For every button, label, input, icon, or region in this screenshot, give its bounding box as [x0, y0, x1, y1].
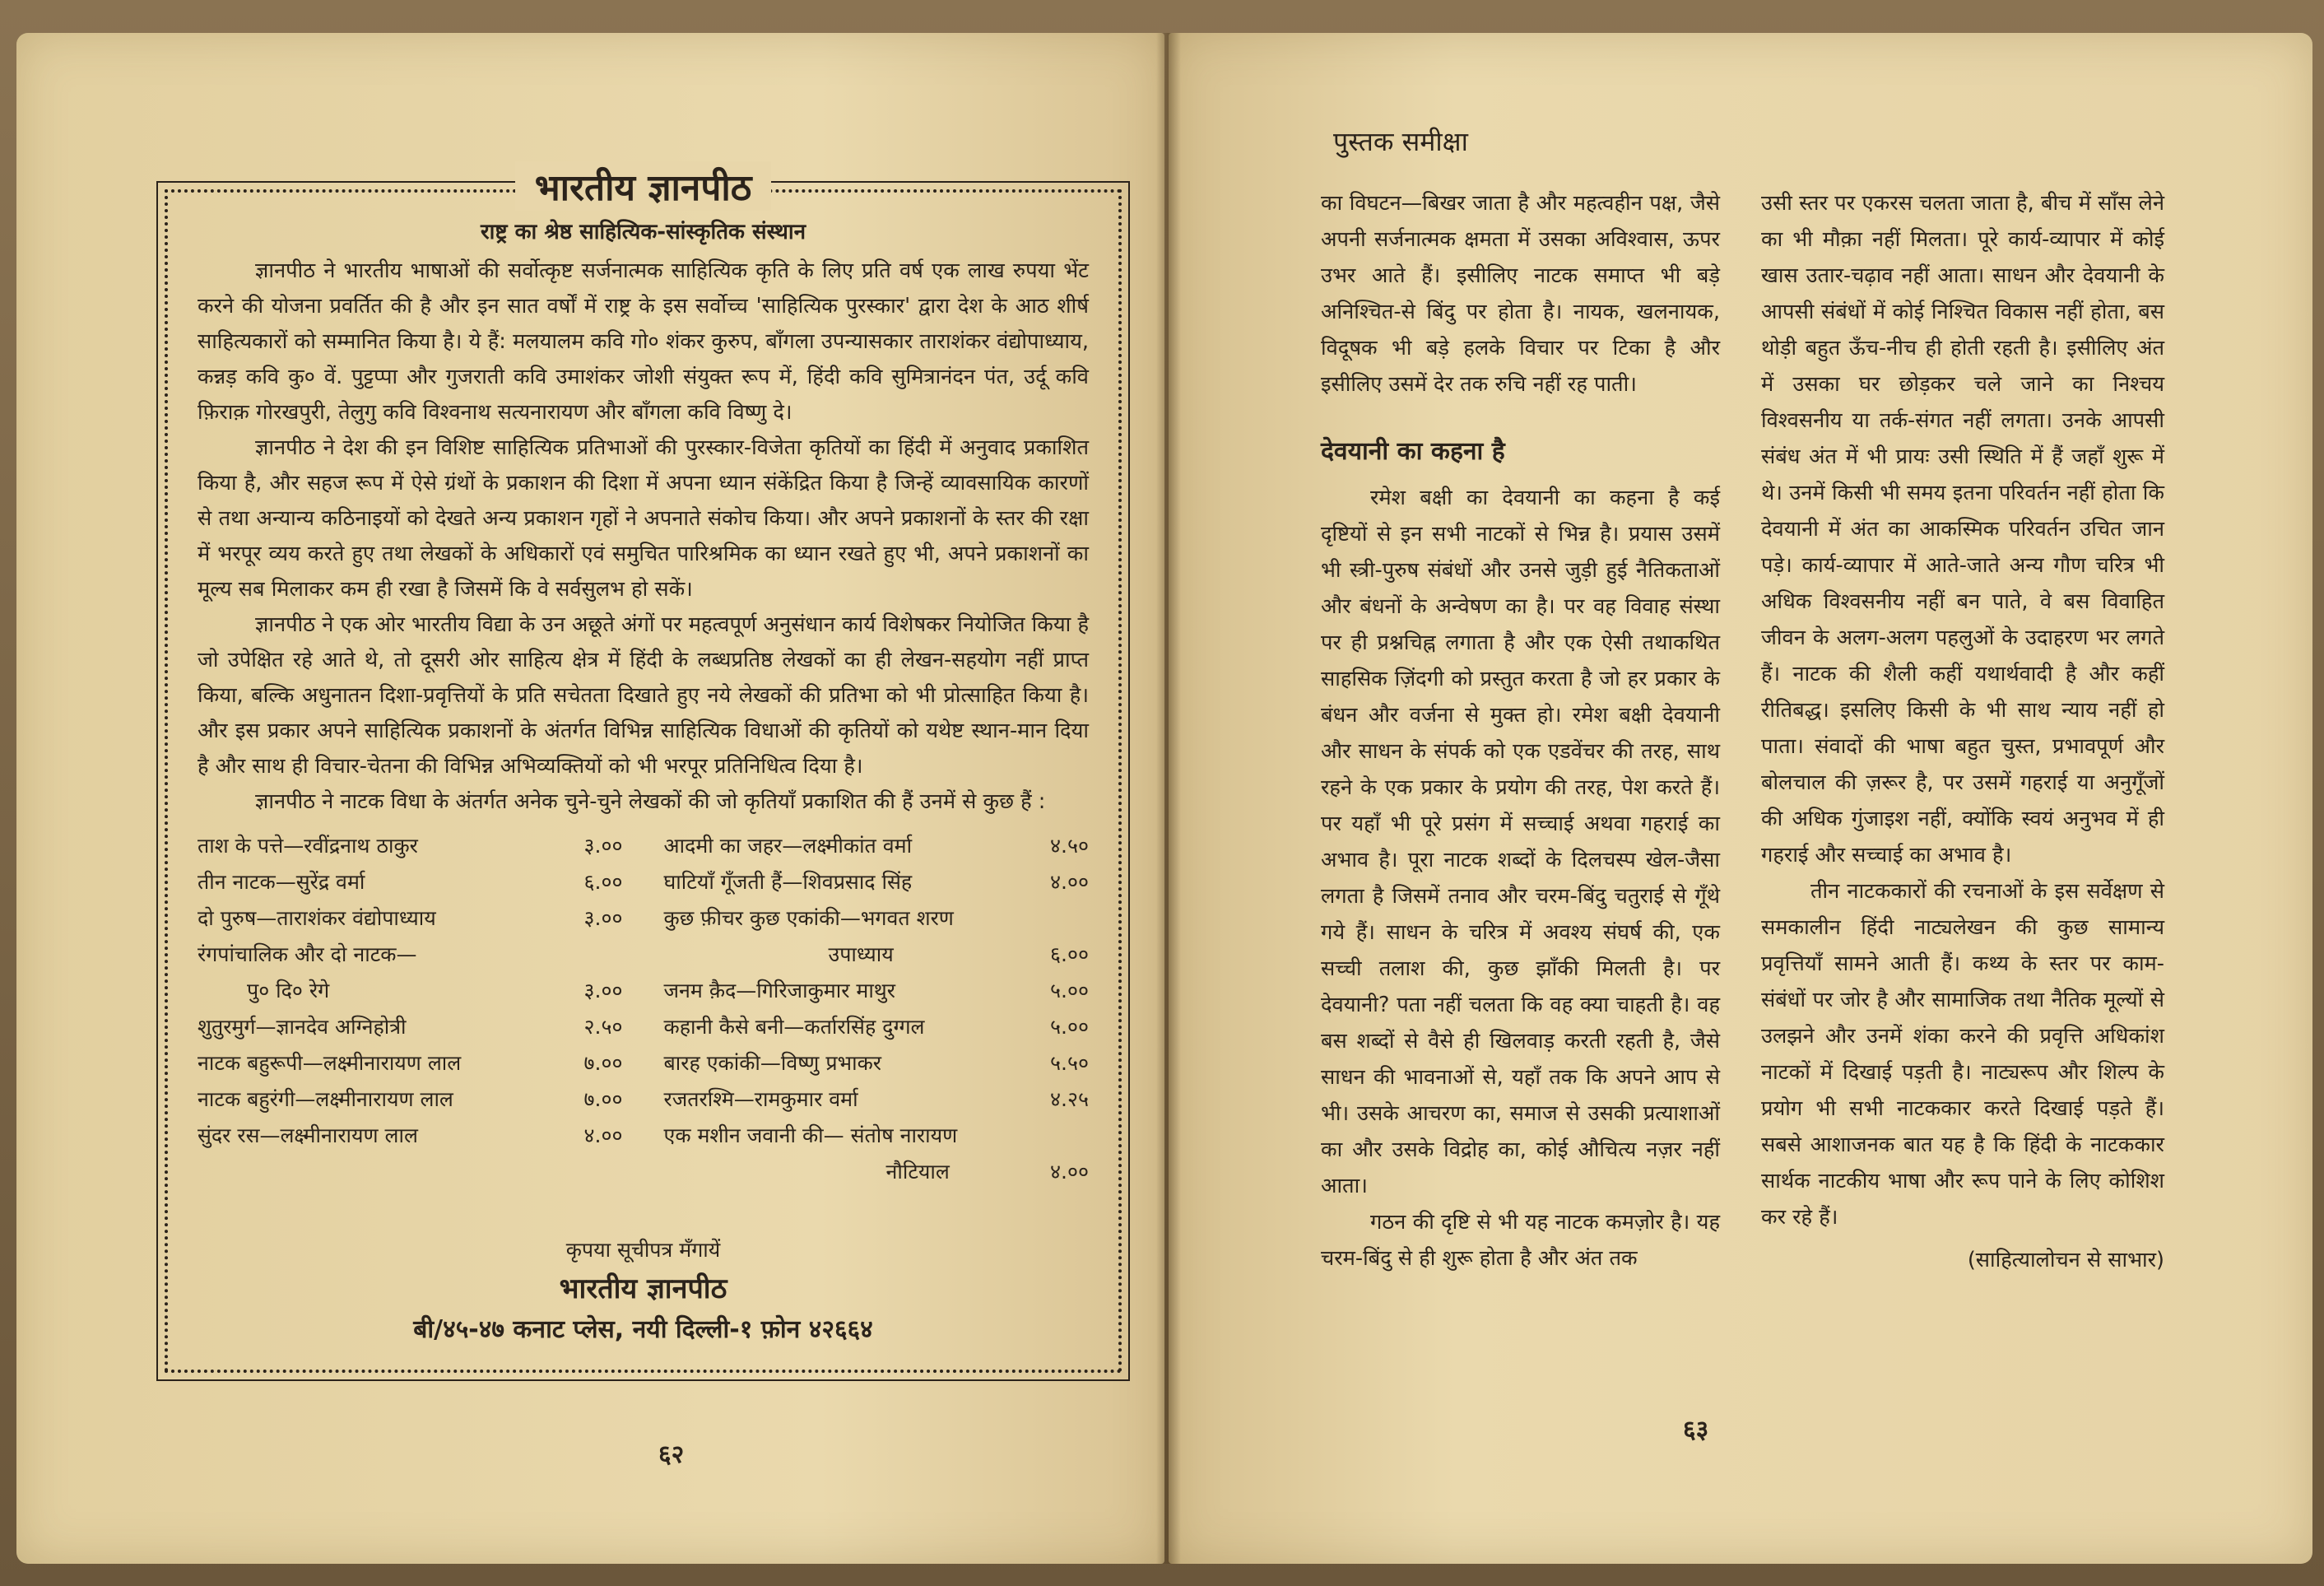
book-entry: नाटक बहुरंगी—लक्ष्मीनारायण लाल ७.०० [198, 1087, 623, 1111]
body-paragraph: तीन नाटककारों की रचनाओं के इस सर्वेक्षण से समकालीन हिंदी नाट्यलेखन की कुछ सामान्य प्रवृत्तियाँ सामने आती हैं। कथ्य के स्तर पर काम-संबंधों पर जोर है और सामाजिक तथा नैतिक मूल्यों से उलझने और उनमें शंका करने की प्रवृत्ति अधिकांश नाटकों में दिखाई पड़ती है। नाट्यरूप और शिल्प के प्रयोग भी सभी नाटककार करते दिखाई पड़ते हैं। सबसे आशाजनक बात यह है कि हिंदी के नाटककार सार्थक नाटकीय भाषा और रूप पाने के लिए कोशिश कर रहे हैं। [1761, 879, 2164, 1230]
publisher-address: बी/४५-४७ कनाट प्लेस, नयी दिल्ली-१ फ़ोन ४२६६४ [413, 1315, 873, 1344]
book-entry: शुतुरमुर्ग—ज्ञानदेव अग्निहोत्री २.५० [198, 1015, 623, 1039]
publisher-name: भारतीय ज्ञानपीठ [559, 1272, 727, 1305]
book-entry: एक मशीन जवानी की— संतोष नारायण [663, 1123, 958, 1147]
body-paragraph: उसी स्तर पर एकरस चलता जाता है, बीच में साँस लेने का भी मौक़ा नहीं मिलता। पूरे कार्य-व्यापार में कोई खास उतार-चढ़ाव नहीं आता। साधन और देवयानी के आपसी संबंधों में कोई निश्चित विकास नहीं होता, बस थोड़ी बहुत ऊँच-नीच ही होती रहती है। इसीलिए अंत में उसका घर छोड़कर चले जाने का निश्चय विश्वसनीय या तर्क-संगत नहीं लगता। उनके आपसी संबंध अंत में भी प्रायः उसी स्थिति में हैं जहाँ शुरू में थे। उनमें किसी भी समय इतना परिवर्तन नहीं होता कि देवयानी में अंत का आकस्मिक परिवर्तन उचित जान पड़े। कार्य-व्यापार में आते-जाते अन्य गौण चरित्र भी अधिक विश्वसनीय नहीं बन पाते, वे बस विवाहित जीवन के अलग-अलग पहलुओं के उदाहरण भर लगते हैं। नाटक की शैली कहीं यथार्थवादी है और कहीं रीतिबद्ध। इसलिए किसी के भी साथ न्याय नहीं हो पाता। संवादों की भाषा बहुत चुस्त, प्रभावपूर्ण और बोलचाल की ज़रूर है, पर उसमें गहराई या अनुगूँजों की अधिक गुंजाइश नहीं, क्योंकि स्वयं अनुभव में ही गहराई और सच्चाई का अभाव है। [1761, 191, 2164, 867]
book-list-column-2 [664, 828, 1090, 1190]
ad-title: भारतीय ज्ञानपीठ [515, 161, 772, 211]
ad-subtitle: राष्ट्र का श्रेष्ठ साहित्यिक-सांस्कृतिक संस्थान [480, 220, 806, 244]
section-heading: देवयानी का कहना है [1321, 437, 1505, 466]
book-entry: कहानी कैसे बनी—कर्तारसिंह दुग्गल ५.०० [663, 1015, 1089, 1039]
book-entry: रजतरश्मि—रामकुमार वर्मा ४.२५ [663, 1087, 1089, 1111]
page-number-right: ६३ [1683, 1416, 1709, 1444]
ad-paragraph: ज्ञानपीठ ने एक ओर भारतीय विद्या के उन अछूते अंगों पर महत्वपूर्ण अनुसंधान कार्य विशेषकर नियोजित किया है जो उपेक्षित रहे आते थे, तो दूसरी ओर साहित्य क्षेत्र में हिंदी के लब्धप्रतिष्ठ लेखकों का ही लेखन-सहयोग नहीं प्राप्त किया, बल्कि अधुनातन दिशा-प्रवृत्तियों के प्रति सचेतता दिखाते हुए नये लेखकों की प्रतिभा को भी प्रोत्साहित किया है। और इस प्रकार अपने साहित्यिक प्रकाशनों के अंतर्गत विभिन्न साहित्यिक विधाओं की कृतियों को यथेष्ट स्थान-मान दिया है और साथ ही विचार-चेतना की विभिन्न अभिव्यक्तियों को भी भरपूर प्रतिनिधित्व दिया है। [198, 612, 1089, 779]
ad-paragraph: ज्ञानपीठ ने भारतीय भाषाओं की सर्वोत्कृष्ट सर्जनात्मक साहित्यिक कृति के लिए प्रति वर्ष एक लाख रुपया भेंट करने की योजना प्रवर्तित की है और इन सात वर्षों में राष्ट्र के इस सर्वोच्च 'साहित्यिक पुरस्कार' द्वारा देश के आठ शीर्ष साहित्यकारों को सम्मानित किया है। ये हैं: मलयालम कवि गो० शंकर कुरुप, बाँगला उपन्यासकार ताराशंकर वंद्योपाध्याय, कन्नड़ कवि कु० वें. पुट्टप्पा और गुजराती कवि उमाशंकर जोशी संयुक्त रूप में, हिंदी कवि सुमित्रानंदन पंत, उर्दू कवि फ़िराक़ गोरखपुरी, तेलुगु कवि विश्वनाथ सत्यनारायण और बाँगला कवि विष्णु दे। [198, 258, 1089, 425]
source-credit: (साहित्यालोचन से साभार) [1967, 1248, 2164, 1272]
running-head: पुस्तक समीक्षा [1333, 126, 1468, 157]
book-entry: सुंदर रस—लक्ष्मीनारायण लाल ४.०० [198, 1123, 623, 1147]
ad-footer [168, 1235, 1118, 1345]
book-entry: पु० दि० रेगे ३.०० [247, 979, 623, 1002]
right-column-2 [1761, 185, 2164, 1278]
right-column-1 [1321, 185, 1720, 1277]
advertisement-box [165, 167, 1122, 1373]
book-entry: रंगपांचालिक और दो नाटक— [198, 942, 417, 966]
book-entry: दो पुरुष—ताराशंकर वंद्योपाध्याय ३.०० [198, 906, 623, 930]
book-entry: उपाध्याय ६.०० [828, 942, 1089, 966]
body-paragraph: रमेश बक्षी का देवयानी का कहना है कई दृष्टियों से इन सभी नाटकों से भिन्न है। प्रयास उसमें भी स्त्री-पुरुष संबंधों और उनसे जुड़ी हुई नैतिकताओं और बंधनों के अन्वेषण का है। पर वह विवाह संस्था पर ही प्रश्नचिह्न लगाता है और एक ऐसी तथाकथित साहसिक ज़िंदगी को प्रस्तुत करता है जो हर प्रकार के बंधन और वर्जना से मुक्त हो। रमेश बक्षी देवयानी और साधन के संपर्क को एक एडवेंचर की तरह, साथ रहने के एक प्रकार के प्रयोग की तरह, पेश करते हैं। पर यहाँ भी पूरे प्रसंग में सच्चाई अथवा गहराई का अभाव है। पूरा नाटक शब्दों के दिलचस्प खेल-जैसा लगता है जिसमें तनाव और चरम-बिंदु चतुराई से गूँथे गये हैं। साधन के चरित्र में अवश्य संघर्ष की, एक सच्ची तलाश की, कुछ झाँकी मिलती है। पर देवयानी? पता नहीं चलता कि वह क्या चाहती है। वह बस शब्दों से वैसे ही खिलवाड़ करती रहती है, जैसे साधन की भावनाओं से, यहाँ तक कि अपने आप से भी। उसके आचरण का, समाज से उसकी प्रत्याशाओं का और उसके विद्रोह का, कोई औचित्य नज़र नहीं आता। [1321, 486, 1720, 1198]
book-list [168, 820, 1118, 1190]
ad-paragraph: ज्ञानपीठ ने नाटक विधा के अंतर्गत अनेक चुने-चुने लेखकों की जो कृतियाँ प्रकाशित की हैं उनमें से कुछ हैं : [255, 789, 1046, 814]
body-paragraph: गठन की दृष्टि से भी यह नाटक कमज़ोर है। यह चरम-बिंदु से ही शुरू होता है और अंत तक [1321, 1210, 1720, 1271]
ad-body [168, 245, 1118, 820]
book-entry: जनम क़ैद—गिरिजाकुमार माथुर ५.०० [663, 979, 1089, 1002]
body-paragraph: का विघटन—बिखर जाता है और महत्वहीन पक्ष, जैसे अपनी सर्जनात्मक क्षमता में उसका अविश्वास, ऊपर उभर आते हैं। इसीलिए नाटक समाप्त भी बड़े अनिश्चित-से बिंदु पर होता है। नायक, खलनायक, विदूषक भी बड़े हलके विचार पर टिका है और इसीलिए उसमें देर तक रुचि नहीं रह पाती। [1321, 191, 1720, 397]
page-number-left: ६२ [658, 1440, 685, 1469]
ad-paragraph: ज्ञानपीठ ने देश की इन विशिष्ट साहित्यिक प्रतिभाओं की पुरस्कार-विजेता कृतियों का हिंदी में अनुवाद प्रकाशित किया है, और सहज रूप में ऐसे ग्रंथों के प्रकाशन की दिशा में अपना ध्यान संकेंद्रित किया है जिन्हें व्यावसायिक कारणों से तथा अन्यान्य कठिनाइयों को देखते अन्य प्रकाशन गृहों ने अपनाते संकोच किया। और अपने प्रकाशनों के स्तर की रक्षा में भरपूर व्यय करते हुए तथा लेखकों के अधिकारों एवं समुचित पारिश्रमिक का ध्यान रखते हुए भी, अपने प्रकाशनों का मूल्य सब मिलाकर कम ही रखा है जिसमें कि वे सर्वसुलभ हो सकें। [198, 435, 1089, 602]
catalogue-request: कृपया सूचीपत्र मँगायें [565, 1238, 721, 1262]
book-entry: कुछ फ़ीचर कुछ एकांकी—भगवत शरण [663, 906, 954, 930]
book-entry: आदमी का जहर—लक्ष्मीकांत वर्मा ४.५० [663, 834, 1089, 858]
book-entry: नौटियाल ४.०० [885, 1160, 1089, 1184]
book-gutter [1156, 33, 1181, 1564]
book-list-column-1 [198, 828, 623, 1190]
book-entry: घाटियाँ गूँजती हैं—शिवप्रसाद सिंह ४.०० [663, 870, 1089, 894]
book-entry: ताश के पत्ते—रवींद्रनाथ ठाकुर ३.०० [198, 834, 623, 858]
book-entry: तीन नाटक—सुरेंद्र वर्मा ६.०० [198, 870, 623, 894]
book-entry: नाटक बहुरूपी—लक्ष्मीनारायण लाल ७.०० [198, 1051, 623, 1075]
book-entry: बारह एकांकी—विष्णु प्रभाकर ५.५० [663, 1051, 1089, 1075]
